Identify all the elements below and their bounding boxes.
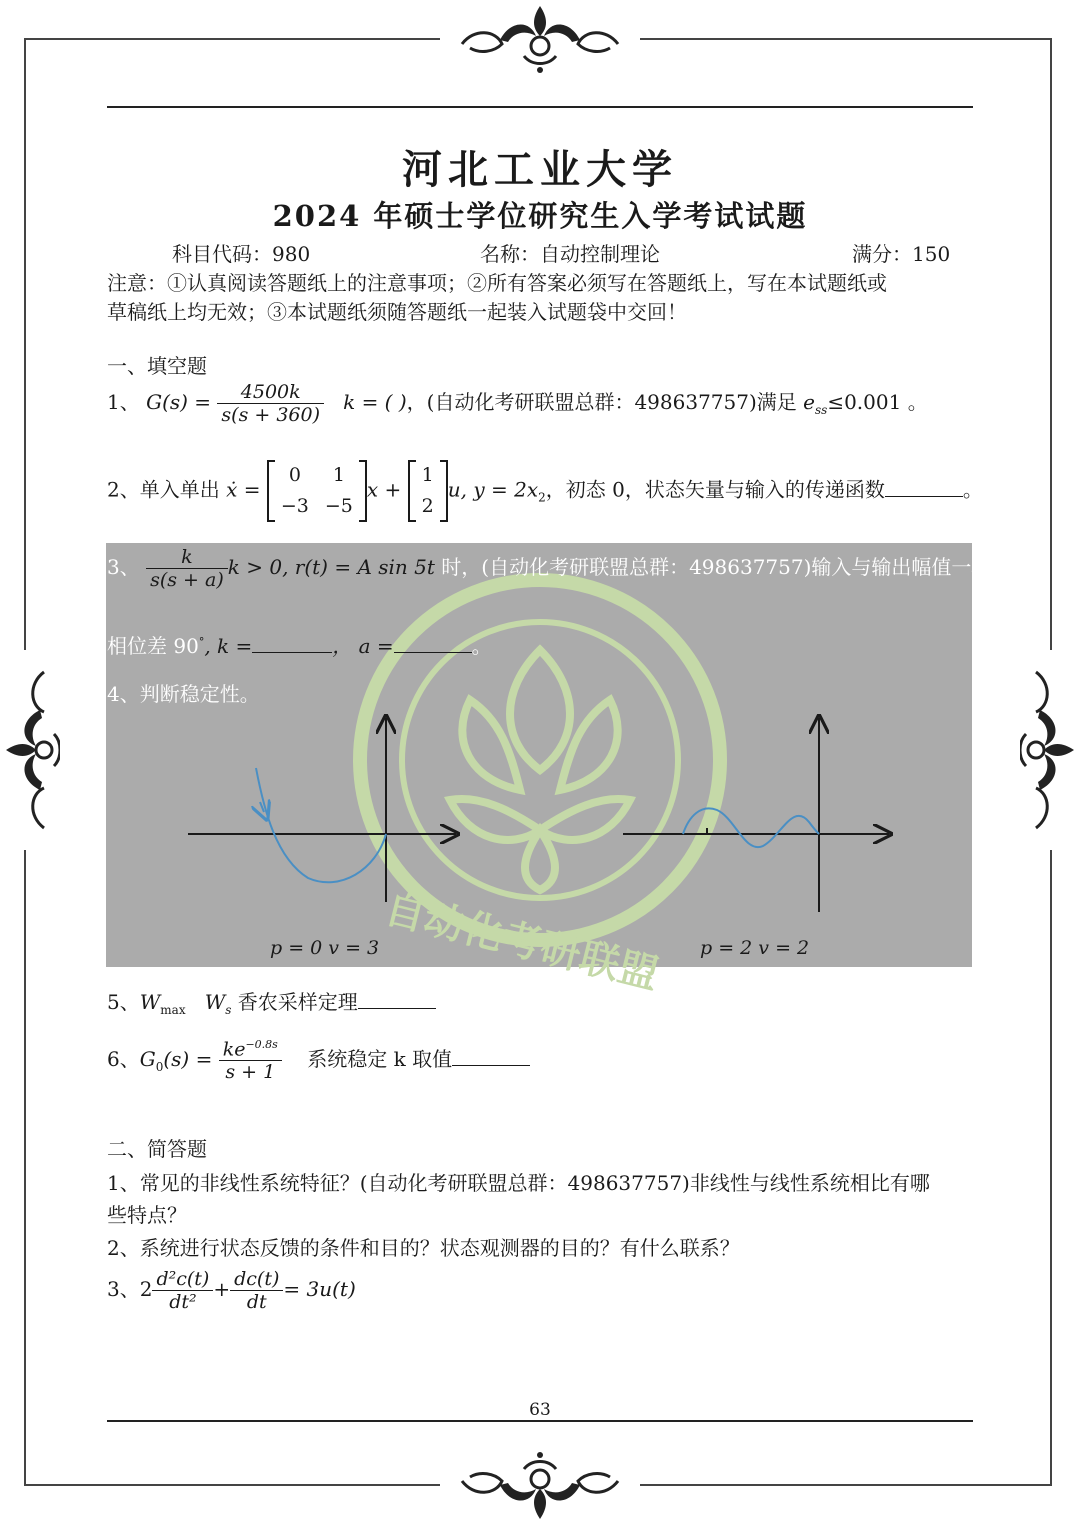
subject-code: 科目代码：980 (172, 242, 311, 266)
section2-heading: 二、简答题 (107, 1137, 207, 1161)
q5 (107, 986, 436, 1017)
s2-q3-frac1 (152, 1268, 213, 1313)
q2-x-plus: x + (366, 477, 402, 502)
q6-blank (452, 1065, 530, 1066)
q6-g: G (139, 1047, 156, 1072)
notice-line-2: 草稿纸上均无效；③本试题纸须随答题纸一起装入试题袋中交回！ (107, 300, 687, 324)
q5-wmax-sub: max (160, 1003, 186, 1017)
q1 (107, 381, 928, 426)
s2-q3 (107, 1268, 356, 1313)
left-plot-label: p = 0 v = 3 (270, 937, 380, 959)
s2-q1-line1: 1、常见的非线性系统特征？(自动化考研联盟总群：498637757)非线性与线性系统相比有哪 (107, 1171, 930, 1195)
watermark-brand: 自动化考研联盟 (380, 884, 664, 999)
full-score: 满分：150 (852, 242, 951, 266)
right-ornament-icon (1020, 650, 1080, 850)
s2-q1-line2: 些特点？ (107, 1203, 187, 1227)
university-title: 河北工业大学 (402, 146, 678, 193)
s2-q3-coef: 2 (139, 1277, 153, 1301)
notice-line-1: 注意：①认真阅读答题纸上的注意事项；②所有答案必须写在答题纸上，写在本试题纸或 (107, 271, 887, 295)
q1-denominator: s(s + 360) (221, 404, 321, 426)
s2-q3-frac2-num: dc(t) (230, 1268, 283, 1291)
q6-numerator: ke (222, 1038, 246, 1061)
s2-q3-frac2 (230, 1268, 283, 1313)
bottom-rule (107, 1420, 973, 1422)
q1-ess-sub: ss (815, 403, 828, 417)
q3-number: 3、 (107, 555, 140, 579)
section1-heading: 一、填空题 (107, 354, 207, 378)
q6-lhs-rest: (s) = (163, 1047, 213, 1072)
q5-wmax: W (139, 990, 161, 1014)
q6-exponent: −0.8s (245, 1038, 278, 1051)
q5-ws-sub: s (225, 1003, 232, 1017)
q6-number: 6、 (107, 1047, 140, 1072)
q2-xdot: ẋ = (226, 477, 261, 502)
nyquist-plot-left (180, 712, 470, 912)
q2-number: 2、 (107, 477, 140, 502)
q2-matrix-a (267, 460, 367, 522)
q1-k-blank: k = ( ) (343, 390, 407, 414)
q2-uy: u, y = 2x (447, 477, 539, 502)
q2-a11: 0 (288, 464, 301, 486)
exam-title: 2024 年硕士学位研究生入学考试试题 (272, 199, 808, 233)
s2-q3-rhs: = 3u(t) (283, 1277, 356, 1301)
q5-number: 5、 (107, 990, 140, 1014)
top-ornament-icon (440, 0, 640, 80)
q1-ess-rest: ≤0.001 。 (827, 390, 928, 414)
q2-b1: 1 (421, 464, 434, 486)
s2-q2: 2、系统进行状态反馈的条件和目的？状态观测器的目的？有什么联系？ (107, 1236, 740, 1260)
q2-a21: −3 (280, 495, 309, 517)
q1-numerator: 4500k (217, 381, 324, 404)
q3-phase: 相位差 90 (107, 634, 199, 658)
q2-text-a: 单入单出 (139, 477, 220, 502)
q1-fraction (217, 381, 324, 426)
q3-fraction (146, 546, 228, 591)
q2-sub: 2 (538, 490, 546, 505)
s2-q3-number: 3、 (107, 1277, 140, 1301)
s2-q3-frac1-den: dt² (169, 1291, 197, 1313)
q6-denominator: s + 1 (225, 1061, 276, 1084)
q1-text: ，(自动化考研联盟总群：498637757)满足 (406, 390, 797, 414)
q6-fraction (219, 1038, 282, 1083)
q4-number: 4、 (107, 682, 140, 706)
q3-end: 。 (471, 634, 492, 658)
s2-q3-plus: + (213, 1277, 231, 1301)
q3-a-blank (394, 652, 472, 653)
q2-a12: 1 (332, 464, 345, 486)
q2-answer-blank (885, 496, 963, 497)
q3-line1 (107, 546, 1011, 591)
q2-b2: 2 (421, 495, 434, 517)
q6-text: 系统稳定 k 取值 (307, 1047, 453, 1072)
q2-matrix-b (408, 460, 448, 522)
q2-end: 。 (962, 477, 983, 502)
q3-condition: k > 0, r(t) = A sin 5t (227, 555, 435, 579)
q3-denominator: s(s + a) (150, 569, 224, 591)
q6 (107, 1038, 530, 1083)
q1-lhs: G(s) = (146, 390, 212, 414)
q5-text: 香农采样定理 (231, 990, 358, 1014)
nyquist-plot-right (615, 712, 905, 922)
top-rule (107, 106, 973, 108)
q2-text-b: ，初态 0，状态矢量与输入的传递函数 (545, 477, 885, 502)
q4-text: 判断稳定性。 (139, 682, 260, 706)
q3-line2 (107, 630, 492, 659)
q5-ws: W (204, 990, 226, 1014)
q3-a-eq: ， a = (332, 634, 394, 658)
q3-k-eq: , k = (204, 634, 253, 658)
q3-degree: ° (198, 635, 205, 649)
s2-q3-frac2-den: dt (246, 1291, 267, 1313)
q6-g-sub: 0 (155, 1060, 164, 1075)
q4-heading (107, 678, 260, 707)
q3-text: 时，(自动化考研联盟总群：498637757)输入与输出幅值一样， (434, 555, 1012, 579)
q2-a22: −5 (324, 495, 353, 517)
bottom-ornament-icon (440, 1445, 640, 1525)
q3-numerator: k (146, 546, 228, 569)
s2-q3-frac1-num: d²c(t) (152, 1268, 213, 1291)
q2 (107, 460, 983, 522)
left-ornament-icon (0, 650, 60, 850)
q1-number: 1、 (107, 390, 140, 414)
subject-name: 名称：自动控制理论 (480, 242, 660, 266)
right-plot-label: p = 2 v = 2 (700, 937, 810, 959)
left-nyquist-curve (256, 768, 386, 882)
q5-blank (358, 1008, 436, 1009)
page-number: 63 (529, 1400, 551, 1420)
right-nyquist-curve (683, 808, 819, 847)
q3-k-blank (252, 652, 332, 653)
q1-ess: e (803, 390, 815, 414)
